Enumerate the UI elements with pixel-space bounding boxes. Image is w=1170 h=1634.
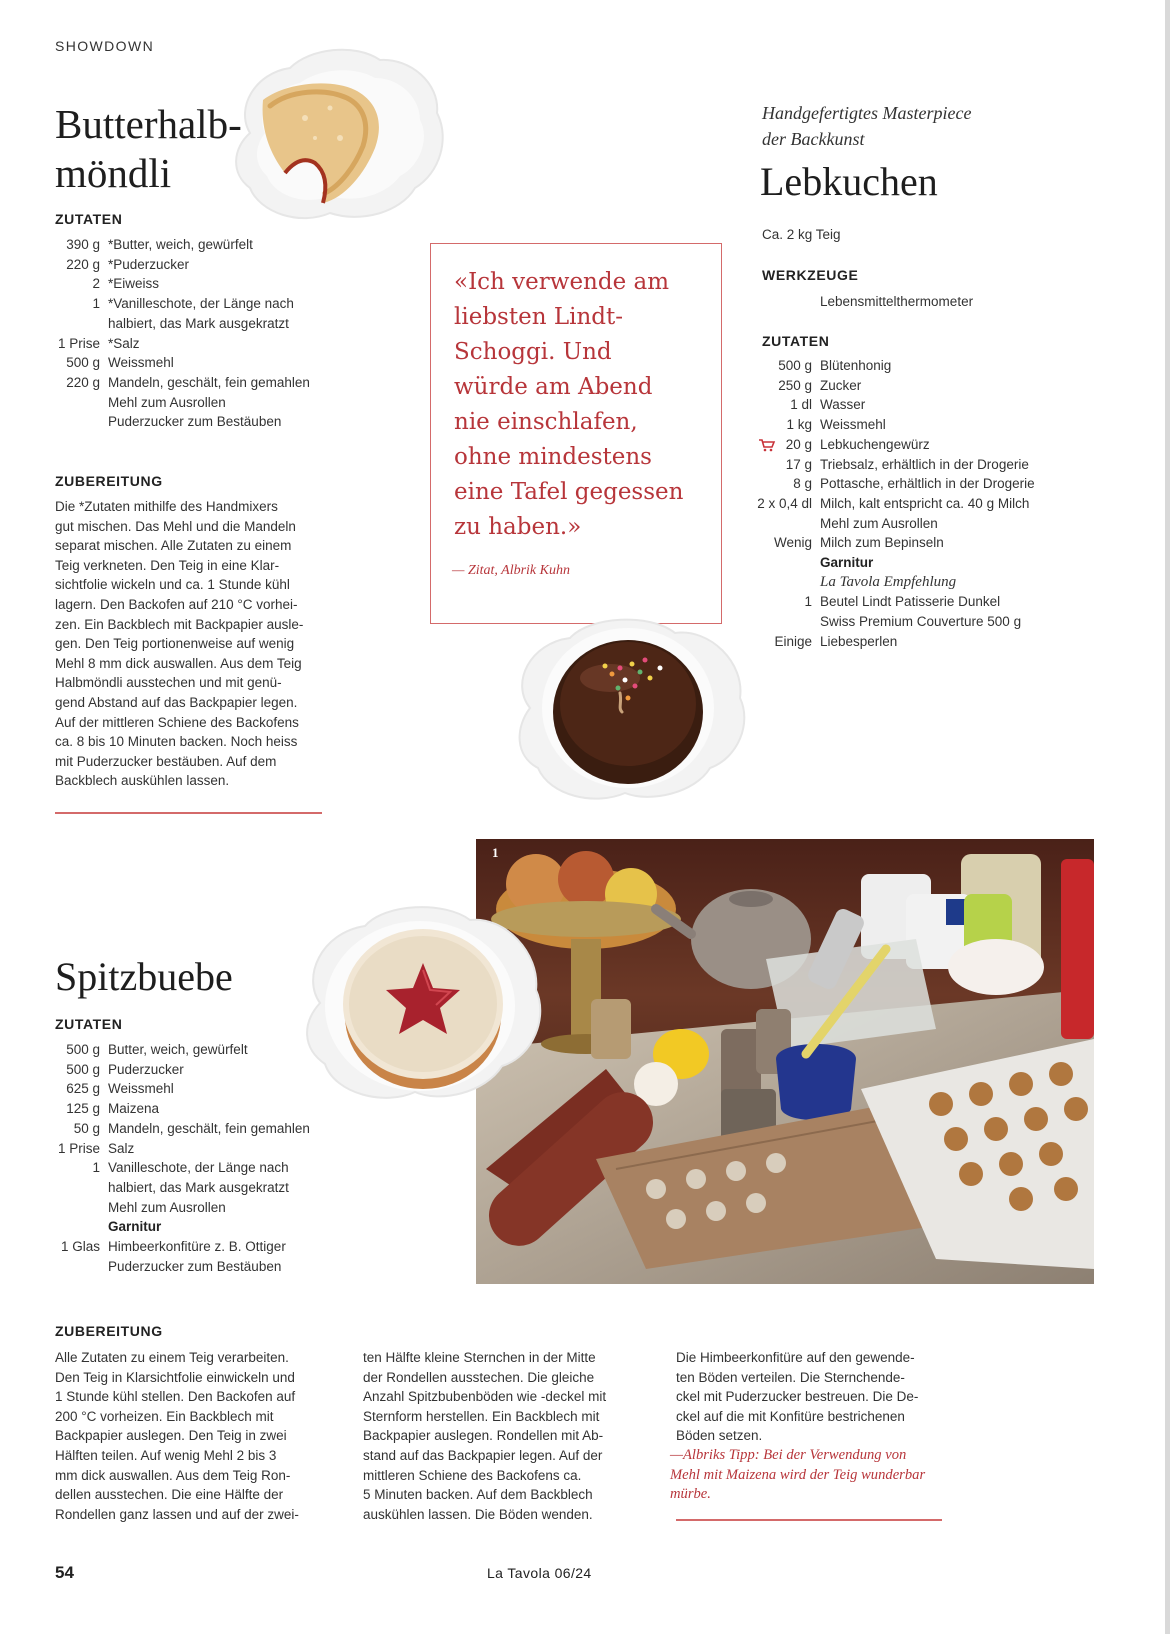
prep-line: Halbmöndli ausstechen und mit genü- (55, 675, 282, 691)
ingredient-item: Zucker (820, 377, 862, 393)
ingredient-item: Himbeerkonfitüre z. B. Ottiger (108, 1239, 286, 1255)
ingredient-item: Triebsalz, erhältlich in der Drogerie (820, 456, 1029, 472)
ingredient-qty: 2 (92, 276, 100, 292)
ingredient-row (55, 1237, 335, 1257)
prep-line: dellen ausstechen. Die eine Hälfte der (55, 1487, 284, 1503)
ingredient-qty: 1 Prise (57, 335, 100, 351)
prep-line: 5 Minuten backen. Auf dem Backblech (363, 1487, 593, 1503)
ingredient-item: Garnitur (820, 555, 874, 571)
prep-line: Auf der mittleren Schiene des Backofens (55, 714, 299, 730)
tip-line: mürbe. (670, 1486, 711, 1503)
lebkuchen-subtitle (762, 100, 971, 152)
ingredient-qty: 1 Prise (57, 1140, 100, 1156)
prep-line: ca. 8 bis 10 Minuten backen. Noch heiss (55, 734, 298, 750)
prep-line: Teig verkneten. Den Teig in eine Klar- (55, 557, 280, 573)
prep-line: Böden setzen. (676, 1428, 763, 1444)
ingredient-item: Weissmehl (108, 355, 174, 371)
quote-line: zu haben.» (454, 514, 582, 540)
ingredient-qty: 1 kg (786, 417, 812, 433)
quote-box (430, 243, 722, 624)
ingredient-qty: 1 Glas (60, 1239, 100, 1255)
ingredient-row (735, 592, 1035, 631)
ingredient-item: *Vanilleschote, der Länge nach halbiert, das Mark ausgekratzt (108, 296, 294, 331)
ingredient-row (55, 373, 325, 393)
page-number: 54 (55, 1563, 74, 1582)
ingredient-row (55, 334, 325, 354)
ingredient-item: Garnitur (108, 1219, 162, 1235)
prep-line: mittleren Schiene des Backofens ca. (363, 1467, 582, 1483)
ingredient-item: Liebesperlen (820, 633, 898, 649)
ingredient-row (55, 1139, 335, 1159)
prep-line: der Rondellen ausstechen. Die gleiche (363, 1369, 595, 1385)
prep-line: ten Böden verteilen. Die Sternchende- (676, 1369, 905, 1385)
ingredient-row (55, 1198, 335, 1218)
ingredient-item: Milch zum Bepinseln (820, 535, 944, 551)
prep-line: Den Teig in Klarsichtfolie einwickeln und (55, 1369, 295, 1385)
ingredient-qty: 1 (804, 594, 812, 610)
ingredient-qty: 17 g (785, 456, 812, 472)
prep-line: ckel mit Puderzucker bestreuen. Die De- (676, 1389, 919, 1405)
divider (676, 1519, 942, 1521)
lebkuchen-tools-heading: WERKZEUGE (762, 267, 859, 283)
ingredient-item: Weissmehl (108, 1081, 174, 1097)
prep-line: Die Himbeerkonfitüre auf den gewende- (676, 1350, 915, 1365)
spitz-ingredients-heading: ZUTATEN (55, 1016, 123, 1032)
tip-line: Mehl mit Maizena wird der Teig wunderbar (670, 1466, 926, 1483)
prep-line: ckel auf die mit Konfitüre bestrichenen (676, 1408, 905, 1424)
ingredient-row (735, 632, 1035, 652)
spitz-ingredients-list (55, 1040, 335, 1276)
ingredient-qty: 500 g (66, 1061, 100, 1077)
ingredient-item: Mehl zum Ausrollen (108, 394, 226, 410)
ingredient-row (735, 573, 1035, 593)
prep-line: stand auf das Backpapier legen. Auf der (363, 1447, 603, 1463)
prep-line: Backpapier auslegen. Rondellen mit Ab- (363, 1428, 604, 1444)
ingredient-item: Wasser (820, 397, 866, 413)
butter-prep-heading: ZUBEREITUNG (55, 473, 163, 489)
magazine-issue: La Tavola 06/24 (487, 1565, 592, 1581)
ingredient-item: Vanilleschote, der Länge nach halbiert, das Mark ausgekratzt (108, 1160, 289, 1195)
quote-line: ohne mindestens (454, 444, 652, 470)
section-kicker: SHOWDOWN (55, 38, 155, 54)
quote-line: eine Tafel gegessen (454, 479, 684, 505)
ingredient-row (55, 294, 325, 333)
ingredient-qty: 500 g (66, 355, 100, 371)
spitzbuebe-title: Spitzbuebe (55, 954, 233, 999)
title-line: Butterhalb- (55, 101, 242, 147)
ingredient-row (735, 415, 1035, 435)
photo-number: 1 (492, 845, 499, 860)
ingredient-row (55, 1119, 335, 1139)
ingredient-row (55, 1257, 335, 1277)
butter-ingredients-heading: ZUTATEN (55, 211, 123, 227)
ingredient-row (55, 1217, 335, 1237)
ingredient-item: Weissmehl (820, 417, 886, 433)
ingredient-qty (55, 1217, 108, 1237)
ingredient-item: Mehl zum Ausrollen (108, 1199, 226, 1215)
ingredient-qty: 1 dl (790, 397, 812, 413)
prep-line: mit Puderzucker bestäuben. Auf dem (55, 753, 277, 769)
ingredient-item: Puderzucker zum Bestäuben (108, 414, 282, 430)
ingredient-item: La Tavola Empfehlung (820, 573, 957, 590)
ingredient-item: *Salz (108, 335, 140, 351)
ingredient-row (735, 474, 1035, 494)
lebkuchen-title: Lebkuchen (760, 159, 938, 204)
ingredient-item: Mehl zum Ausrollen (820, 515, 938, 531)
divider (55, 812, 322, 814)
ingredient-qty: 500 g (66, 1042, 100, 1057)
lebkuchen-photo (500, 608, 755, 808)
ingredient-qty: 220 g (66, 256, 100, 272)
ingredient-item: Puderzucker zum Bestäuben (108, 1258, 282, 1274)
prep-line: gut mischen. Das Mehl und die Mandeln (55, 518, 296, 534)
subtitle-line: der Backkunst (762, 129, 865, 149)
ingredient-qty: 390 g (66, 237, 100, 252)
prep-line: separat mischen. Alle Zutaten zu einem (55, 538, 292, 554)
ingredient-item: *Puderzucker (108, 256, 190, 272)
ingredient-row (55, 1079, 335, 1099)
ingredient-qty: Wenig (773, 535, 812, 551)
quote-line: liebsten Lindt- (454, 304, 624, 330)
quote-line: «Ich verwende am (454, 269, 670, 295)
ingredient-row (735, 356, 1035, 376)
lebkuchen-ingredients-list (735, 356, 1035, 652)
ingredient-item: Puderzucker (108, 1061, 184, 1077)
prep-line: ten Hälfte kleine Sternchen in der Mitte (363, 1350, 596, 1365)
ingredient-row (735, 533, 1035, 553)
tip-line: —Albriks Tipp: Bei der Verwendung von (670, 1447, 907, 1463)
ingredient-row (55, 353, 325, 373)
ingredient-qty: 1 (92, 296, 100, 312)
prep-line: 200 °C vorheizen. Ein Backblech mit (55, 1408, 274, 1424)
ingredient-item: Mandeln, geschält, fein gemahlen (108, 1120, 310, 1136)
cart-icon[interactable] (758, 438, 776, 452)
prep-line: Mehl 8 mm dick auswallen. Aus dem Teig (55, 655, 302, 671)
ingredient-qty: 500 g (778, 358, 812, 373)
ingredient-row (55, 393, 325, 413)
prep-line: lagern. Den Backofen auf 210 °C vorhei- (55, 596, 298, 612)
quote-text (454, 265, 719, 545)
prep-line: gend Abstand auf das Backpapier legen. (55, 694, 298, 710)
prep-line: Rondellen ganz lassen und auf der zwei- (55, 1506, 299, 1522)
ingredient-row (55, 235, 325, 255)
ingredient-row (735, 435, 1035, 455)
ingredient-row (735, 395, 1035, 415)
spitz-prep-column-2 (363, 1348, 638, 1524)
quote-line: nie einschlafen, (454, 409, 638, 435)
subtitle-line: Handgefertigtes Masterpiece (762, 103, 972, 123)
page-edge (1165, 0, 1170, 1634)
quote-source: — Zitat, Albrik Kuhn (452, 563, 570, 578)
ingredient-row (735, 514, 1035, 534)
ingredient-item: Maizena (108, 1101, 160, 1117)
prep-line: Die *Zutaten mithilfe des Handmixers (55, 499, 278, 514)
ingredient-qty (55, 393, 108, 413)
ingredient-qty (735, 435, 820, 455)
ingredient-item: Lebkuchengewürz (820, 436, 930, 452)
ingredient-row (55, 255, 325, 275)
prep-line: Backblech auskühlen lassen. (55, 773, 230, 789)
ingredient-item: Salz (108, 1140, 135, 1156)
ingredient-item: Mandeln, geschält, fein gemahlen (108, 374, 310, 390)
lebkuchen-ingredients-heading: ZUTATEN (762, 333, 830, 349)
ingredient-item: Milch, kalt entspricht ca. 40 g Milch (820, 495, 1030, 511)
ingredient-qty: 2 x 0,4 dl (757, 495, 812, 511)
title-line: möndli (55, 150, 172, 197)
ingredient-item: *Butter, weich, gewürfelt (108, 237, 253, 252)
ingredient-qty (735, 514, 820, 534)
ingredient-qty: 250 g (778, 377, 812, 393)
lebkuchen-yield: Ca. 2 kg Teig (762, 227, 841, 242)
ingredient-row (735, 376, 1035, 396)
prep-line: zen. Ein Backblech mit Backpapier ausle- (55, 616, 304, 632)
ingredient-item: *Eiweiss (108, 276, 160, 292)
prep-line: Anzahl Spitzbubenböden wie -deckel mit (363, 1389, 607, 1405)
ingredient-qty (55, 412, 108, 432)
prep-line: mm dick auswallen. Aus dem Teig Ron- (55, 1467, 291, 1483)
ingredient-row (55, 1099, 335, 1119)
ingredient-qty: 1 (92, 1160, 100, 1176)
quote-line: Schoggi. Und (454, 339, 612, 365)
prep-line: Sternform herstellen. Ein Backblech mit (363, 1408, 600, 1424)
ingredient-qty (55, 1257, 108, 1277)
prep-line: Backpapier auslegen. Den Teig in zwei (55, 1428, 287, 1444)
lebkuchen-tools: Lebensmittelthermometer (820, 294, 974, 309)
prep-line: Hälften teilen. Auf wenig Mehl 2 bis 3 (55, 1447, 277, 1463)
ingredient-row (735, 494, 1035, 514)
butter-prep-text (55, 497, 325, 791)
ingredient-row (55, 1060, 335, 1080)
ingredient-qty: 125 g (66, 1101, 100, 1117)
ingredient-qty: 8 g (793, 476, 812, 492)
spitz-prep-column-3 (676, 1348, 951, 1446)
ingredient-item: Beutel Lindt Patisserie Dunkel Swiss Premium Couverture 500 g (820, 594, 1022, 630)
ingredient-row (735, 455, 1035, 475)
prep-line: sichtfolie wickeln und ca. 1 Stunde kühl (55, 577, 290, 593)
ingredient-qty: Einige (774, 633, 812, 649)
ingredient-row (735, 553, 1035, 573)
kitchen-photo (476, 839, 1094, 1284)
ingredient-qty (735, 573, 820, 593)
prep-line: auskühlen lassen. Die Böden wenden. (363, 1506, 593, 1522)
ingredient-qty (735, 553, 820, 573)
spitz-prep-column-1 (55, 1348, 330, 1524)
ingredient-qty (55, 1198, 108, 1218)
ingredient-qty: 625 g (66, 1081, 100, 1097)
prep-line: Alle Zutaten zu einem Teig verarbeiten. (55, 1350, 289, 1365)
ingredient-row (55, 412, 325, 432)
spitz-tip (670, 1446, 955, 1505)
ingredient-item: Butter, weich, gewürfelt (108, 1042, 248, 1057)
ingredient-qty: 50 g (73, 1120, 100, 1136)
quote-line: würde am Abend (454, 374, 653, 400)
ingredient-item: Blütenhonig (820, 358, 892, 373)
ingredient-qty: 220 g (66, 374, 100, 390)
prep-line: gen. Den Teig portionenweise auf wenig (55, 636, 295, 652)
prep-line: 1 Stunde kühl stellen. Den Backofen auf (55, 1389, 296, 1405)
ingredient-row (55, 274, 325, 294)
ingredient-row (55, 1040, 335, 1060)
ingredient-qty-text: 20 g (785, 436, 812, 452)
ingredient-item: Pottasche, erhältlich in der Drogerie (820, 476, 1035, 492)
ingredient-row (55, 1158, 335, 1197)
spitz-prep-heading: ZUBEREITUNG (55, 1323, 163, 1339)
butterhalbmoendli-title (55, 100, 315, 198)
butter-ingredients-list (55, 235, 325, 432)
